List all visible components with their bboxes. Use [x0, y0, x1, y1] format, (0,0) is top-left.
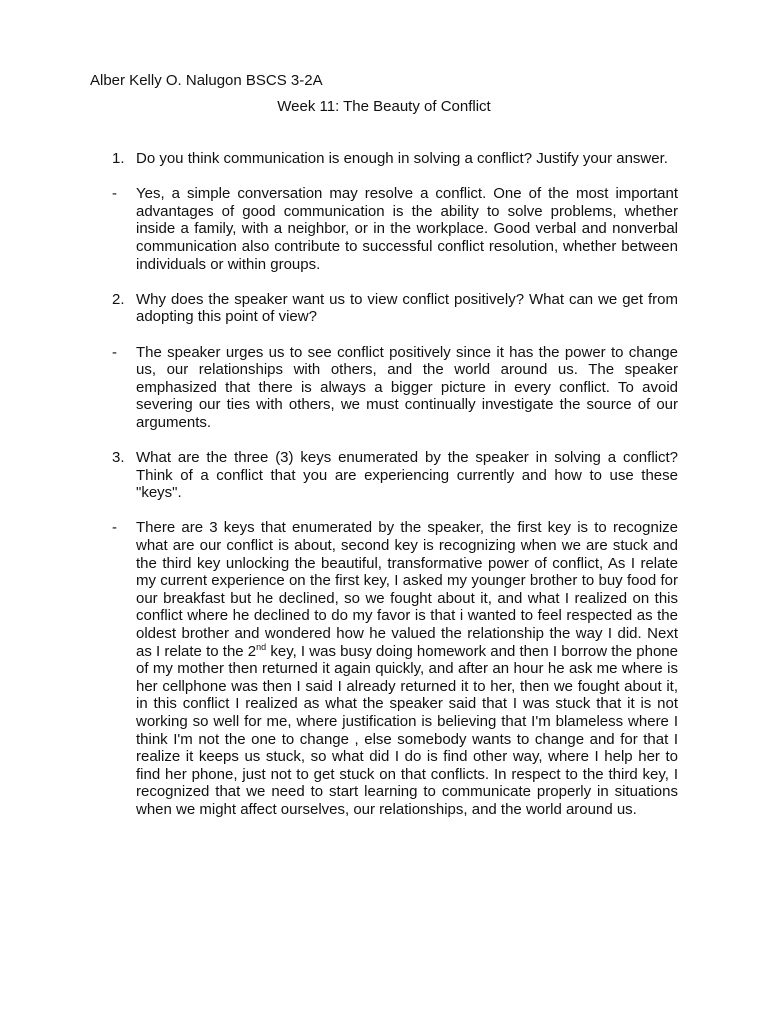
question-text: What are the three (3) keys enumerated by the speaker in solving a conflict? Think of a conflict that you are experiencing currently and how to use these "keys". [136, 449, 678, 502]
question-text: Why does the speaker want us to view conflict positively? What can we get from adopting this point of view? [136, 290, 678, 326]
answer-2 [112, 344, 678, 432]
answer-bullet: - [112, 343, 117, 361]
question-2 [112, 291, 678, 326]
answer-text-part-1: There are 3 keys that enumerated by the speaker, the first key is to recognize what are our conflict is about, second key is recognizing when we are stuck and the third key unlocking the beautiful, transformative power of conflict, As I relate my current experience on the first key, I asked my younger brother to buy food for our breakfast but he declined, so we fought about it, and what I realized on this conflict where he declined to do my favor is that i wanted to feel respected as the oldest brother and wondered how he valued the relationship the way I did. Next as I relate to the 2 [136, 519, 678, 660]
ordinal-superscript: nd [256, 641, 267, 652]
document-body [112, 150, 678, 836]
answer-text: The speaker urges us to see conflict positively since it has the power to change us, our relationships with others, and the world around us. The speaker emphasized that there is always a bigger picture in every conflict. To avoid severing our ties with others, we must continually investigate the source of our arguments. [136, 343, 678, 431]
answer-1 [112, 185, 678, 273]
answer-bullet: - [112, 185, 117, 203]
answer-text [136, 519, 678, 818]
document-title: Week 11: The Beauty of Conflict [277, 98, 491, 115]
question-1 [112, 150, 678, 168]
answer-3 [112, 519, 678, 818]
question-3 [112, 449, 678, 502]
question-number: 1. [112, 150, 125, 167]
answer-bullet: - [112, 519, 117, 537]
question-text: Do you think communication is enough in solving a conflict? Justify your answer. [136, 150, 668, 167]
answer-text-part-2: key, I was busy doing homework and then I borrow the phone of my mother then returned it again quickly, and after an hour he ask me where is her cellphone was then I said I already returned it to her, then we fought about it, in this conflict I realized as what the speaker said that I was stuck that it is not working so well for me, where justification is believing that I'm blameless where I think I'm not the one to change , else somebody wants to change and for that I realize it keeps us stuck, so what did I do is find other way, where I help her to find her phone, just not to get stuck on that conflicts. In respect to the third key, I recognized that we need to start learning to communicate properly in situations when we might affect ourselves, our relationships, and the world around us. [136, 642, 678, 818]
answer-text: Yes, a simple conversation may resolve a conflict. One of the most important advantages of good communication is the ability to solve problems, whether inside a family, with a neighbor, or in the workplace. Good verbal and nonverbal communication also contribute to successful conflict resolution, whether between individuals or within groups. [136, 185, 678, 273]
question-number: 3. [112, 449, 125, 467]
question-number: 2. [112, 290, 125, 308]
author-line: Alber Kelly O. Nalugon BSCS 3-2A [90, 72, 323, 89]
